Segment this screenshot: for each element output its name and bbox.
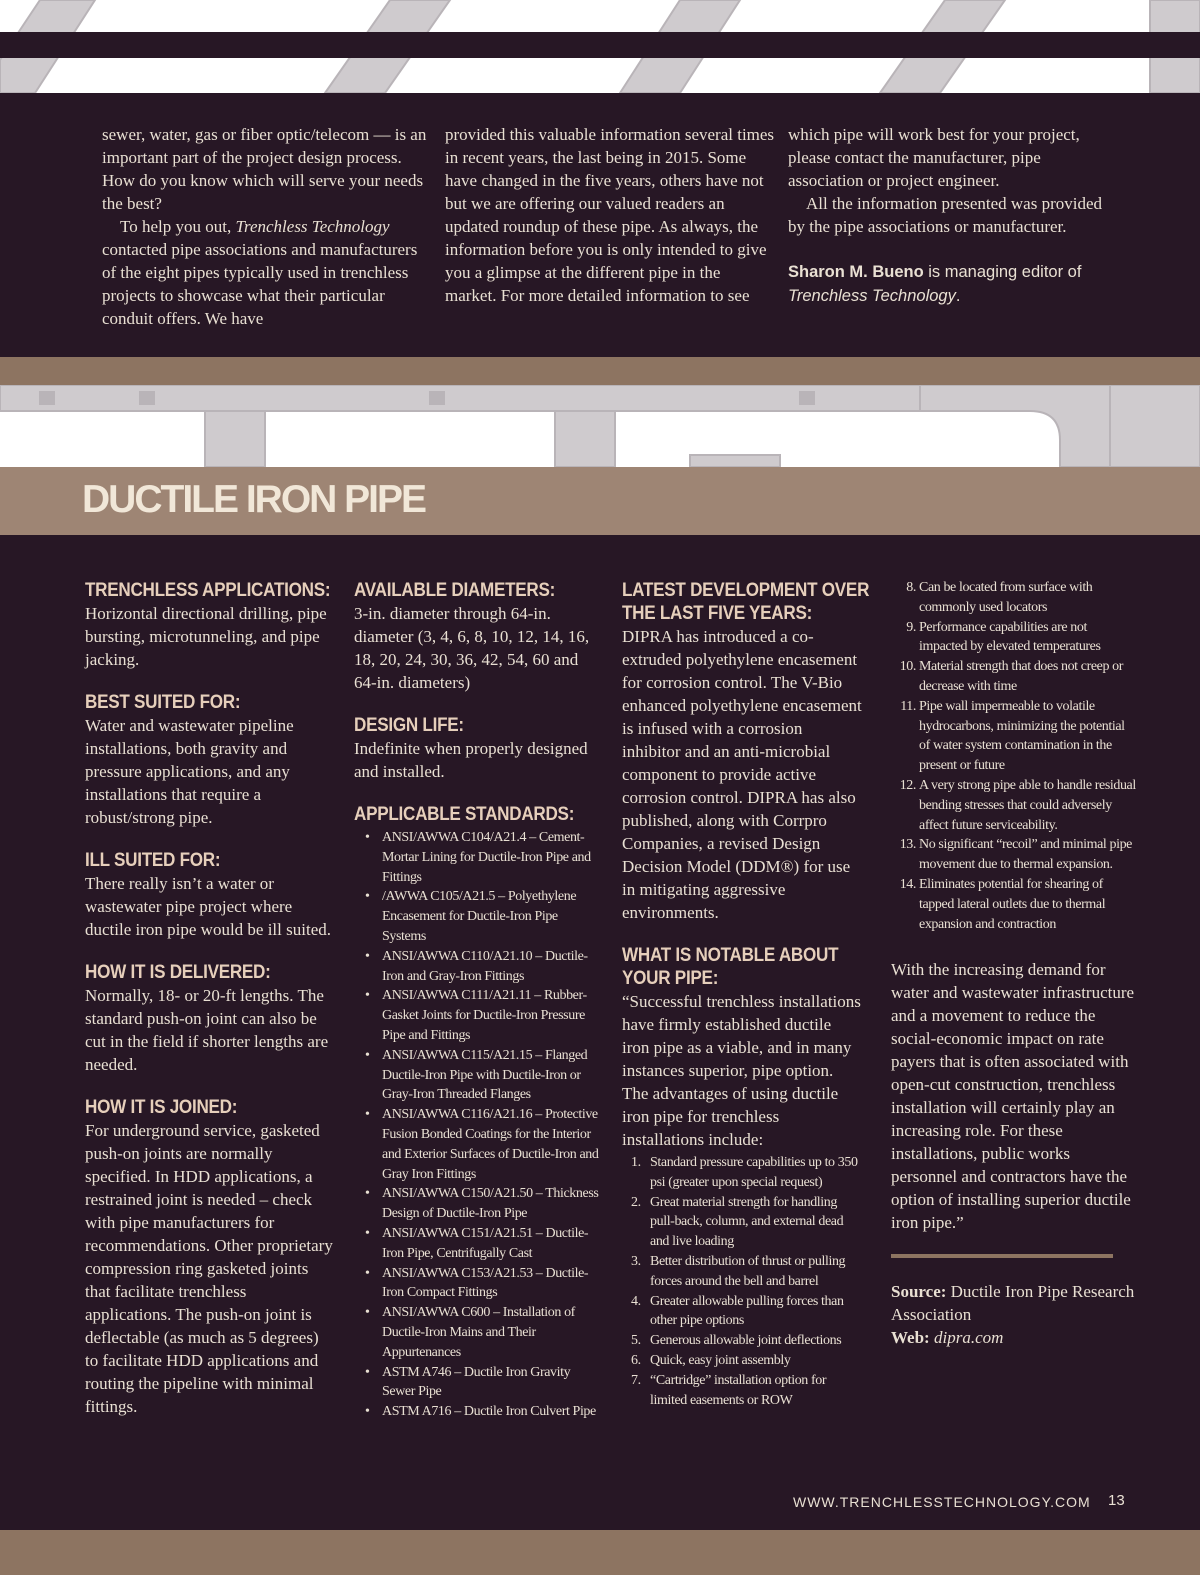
author-bio: Sharon M. Bueno is managing editor of Trenchless Technology. [788,263,1082,305]
list-item: • ANSI/AWWA C111/A21.11 – Rubber-Gasket Joints for Ductile-Iron Pressure Pipe and Fittings [382,986,602,1045]
closing-text: With the increasing demand for water and wastewater infrastructure and a movement to reduce the social-economic impact on rate payers that is often associated with open-cut construction, trenchless installation will certainly play an increasing role. For these installations, public works personnel and contractors have the option of installing superior ductile iron pipe.” [891,960,1135,1233]
list-item: • ANSI/AWWA C151/A21.51 – Ductile-Iron Pipe, Centrifugally Cast [382,1224,602,1264]
list-item: 13. No significant “recoil” and minimal pipe movement due to thermal expansion. [899,837,1132,873]
latest-development-text: DIPRA has introduced a co-extruded polyethylene encasement for corrosion control. The V-Bio enhanced polyethylene encasement is infused with a corrosion inhibitor and an anti-microbial component to provide active corrosion control. DIPRA has also published, along with Corrpro Companies, a revised Design Decision Model (DDM®) for use in mitigating aggressive environments. [622,627,862,922]
latest-development-heading: LATEST DEVELOPMENT OVER [622,580,870,601]
joining-heading: HOW IT IS JOINED: [85,1097,238,1118]
top-band [0,32,1200,58]
list-item: 2. Great material strength for handling pull-back, column, and external dead and live loading [631,1194,844,1250]
intro-paragraph: All the information presented was provided by the pipe associations or manufacturer. [788,194,1103,236]
bottom-band [0,1530,1200,1575]
section-title: DUCTILE IRON PIPE [82,478,426,521]
tan-divider [0,357,1200,385]
intro-paragraph: provided this valuable information several times in recent years, the last being in 2015. Some have changed in the five years, others have not but we are offering our valued readers an updated roundup of these pipe. As always, the information before you is only intended to give you a glimpse at the different pipe in the market. For more detailed information to see [445,125,775,305]
latest-development-heading-line2: THE LAST FIVE YEARS: [622,603,813,624]
list-item: 14. Eliminates potential for shearing of tapped lateral outlets due to thermal expansion and contraction [899,876,1106,932]
design-life-heading: DESIGN LIFE: [354,715,464,736]
footer-url: WWW.TRENCHLESSTECHNOLOGY.COM [793,1494,1091,1510]
column-3 [622,579,870,1410]
best-suited-text: Water and wastewater pipeline installations, both gravity and pressure applications, and any installations that require a robust/strong pipe. [85,716,294,827]
delivery-text: Normally, 18- or 20-ft lengths. The standard push-on joint can also be cut in the field if shorter lengths are needed. [85,986,329,1074]
list-item: 3. Better distribution of thrust or pulling forces around the bell and barrel [631,1253,846,1289]
column-4 [891,578,1136,1349]
list-item: • ANSI/AWWA C600 – Installation of Ductile-Iron Mains and Their Appurtenances [382,1303,602,1362]
source-credit: Source: Ductile Iron Pipe Research Association [891,1282,1135,1325]
intro-column-3 [788,123,1113,308]
column-2 [354,579,602,1422]
list-item: • ANSI/AWWA C153/A21.53 – Ductile-Iron Compact Fittings [382,1264,602,1304]
list-item: • ASTM A746 – Ductile Iron Gravity Sewer Pipe [382,1363,602,1403]
ill-suited-text: There really isn’t a water or wastewater pipe project where ductile iron pipe would be ill suited. [85,874,331,939]
web-credit: Web: dipra.com [891,1328,1004,1348]
list-item: 12. A very strong pipe able to handle residual bending stresses that could adversely affect future serviceability. [899,777,1136,833]
column-1 [85,579,335,1438]
ill-suited-heading: ILL SUITED FOR: [85,850,221,871]
list-item: • ANSI/AWWA C115/A21.15 – Flanged Ductile-Iron Pipe with Ductile-Iron or Gray-Iron Threaded Flanges [382,1046,602,1105]
list-item: 6. Quick, easy joint assembly [631,1352,791,1368]
diameters-heading: AVAILABLE DIAMETERS: [354,580,556,601]
best-suited-heading: BEST SUITED FOR: [85,692,241,713]
standards-list [354,828,602,1422]
delivery-heading: HOW IT IS DELIVERED: [85,962,271,983]
joining-text: For underground service, gasketed push-on joints are normally specified. In HDD applications, a restrained joint is needed – check with pipe manufacturers for recommendations. Other proprietary compression ring gasketed joints that facilitate trenchless applications. The push-on joint is deflectable (as much as 5 degrees) to facilitate HDD applications and routing the pipeline with minimal fittings. [85,1121,333,1416]
list-item: 11. Pipe wall impermeable to volatile hydrocarbons, minimizing the potential of water system contamination in the present or future [900,698,1125,774]
list-item: 7. “Cartridge” installation option for limited easements or ROW [631,1372,827,1408]
list-item: • ANSI/AWWA C150/A21.50 – Thickness Design of Ductile-Iron Pipe [382,1184,602,1224]
list-item: 5. Generous allowable joint deflections [631,1333,842,1349]
divider-rule [891,1254,1113,1258]
list-item: 8. Can be located from surface with commonly used locators [906,580,1093,615]
diameters-text: 3-in. diameter through 64-in. diameter (3, 4, 6, 8, 10, 12, 14, 16, 18, 20, 24, 30, 36, 42, 54, 60 and 64-in. diameters) [354,604,590,692]
list-item: 4. Greater allowable pulling forces than other pipe options [631,1293,844,1329]
advantages-list-continued [891,578,1136,934]
notable-heading: WHAT IS NOTABLE ABOUT [622,945,839,966]
intro-paragraph: sewer, water, gas or fiber optic/telecom — is an important part of the project design process. How do you know which will serve your needs the best? [102,125,427,213]
list-item: • ANSI/AWWA C104/A21.4 – Cement-Mortar Lining for Ductile-Iron Pipe and Fittings [382,828,602,887]
notable-text: “Successful trenchless installations have firmly established ductile iron pipe as a viable, and in many instances superior, pipe option. The advantages of using ductile iron pipe for trenchless installations include: [622,992,861,1149]
trenchless-applications-text: Horizontal directional drilling, pipe bursting, microtunneling, and pipe jacking. [85,604,327,669]
standards-heading: APPLICABLE STANDARDS: [354,804,575,825]
list-item: • ANSI/AWWA C116/A21.16 – Protective Fusion Bonded Coatings for the Interior and Exterior Surfaces of Ductile-Iron and Gray Iron Fittings [382,1105,602,1184]
page-number: 13 [1108,1492,1125,1509]
intro-column-1 [102,123,432,330]
design-life-text: Indefinite when properly designed and installed. [354,739,588,781]
advantages-list [622,1153,862,1410]
list-item: 1. Standard pressure capabilities up to 350 psi (greater upon special request) [631,1155,858,1190]
intro-paragraph: which pipe will work best for your project, please contact the manufacturer, pipe association or project engineer. [788,125,1080,190]
notable-heading-line2: YOUR PIPE: [622,968,719,989]
trenchless-applications-heading: TRENCHLESS APPLICATIONS: [85,580,331,601]
list-item: 10. Material strength that does not creep or decrease with time [899,659,1124,694]
intro-column-2 [445,123,775,307]
list-item: 9. Performance capabilities are not impacted by elevated temperatures [906,619,1101,655]
intro-paragraph: To help you out, Trenchless Technology contacted pipe associations and manufacturers of the eight pipes typically used in trenchless projects to showcase what their particular conduit offers. We have [102,217,418,328]
list-item: • /AWWA C105/A21.5 – Polyethylene Encasement for Ductile-Iron Pipe Systems [382,887,602,946]
list-item: • ANSI/AWWA C110/A21.10 – Ductile-Iron and Gray-Iron Fittings [382,947,602,987]
list-item: • ASTM A716 – Ductile Iron Culvert Pipe [382,1402,602,1422]
